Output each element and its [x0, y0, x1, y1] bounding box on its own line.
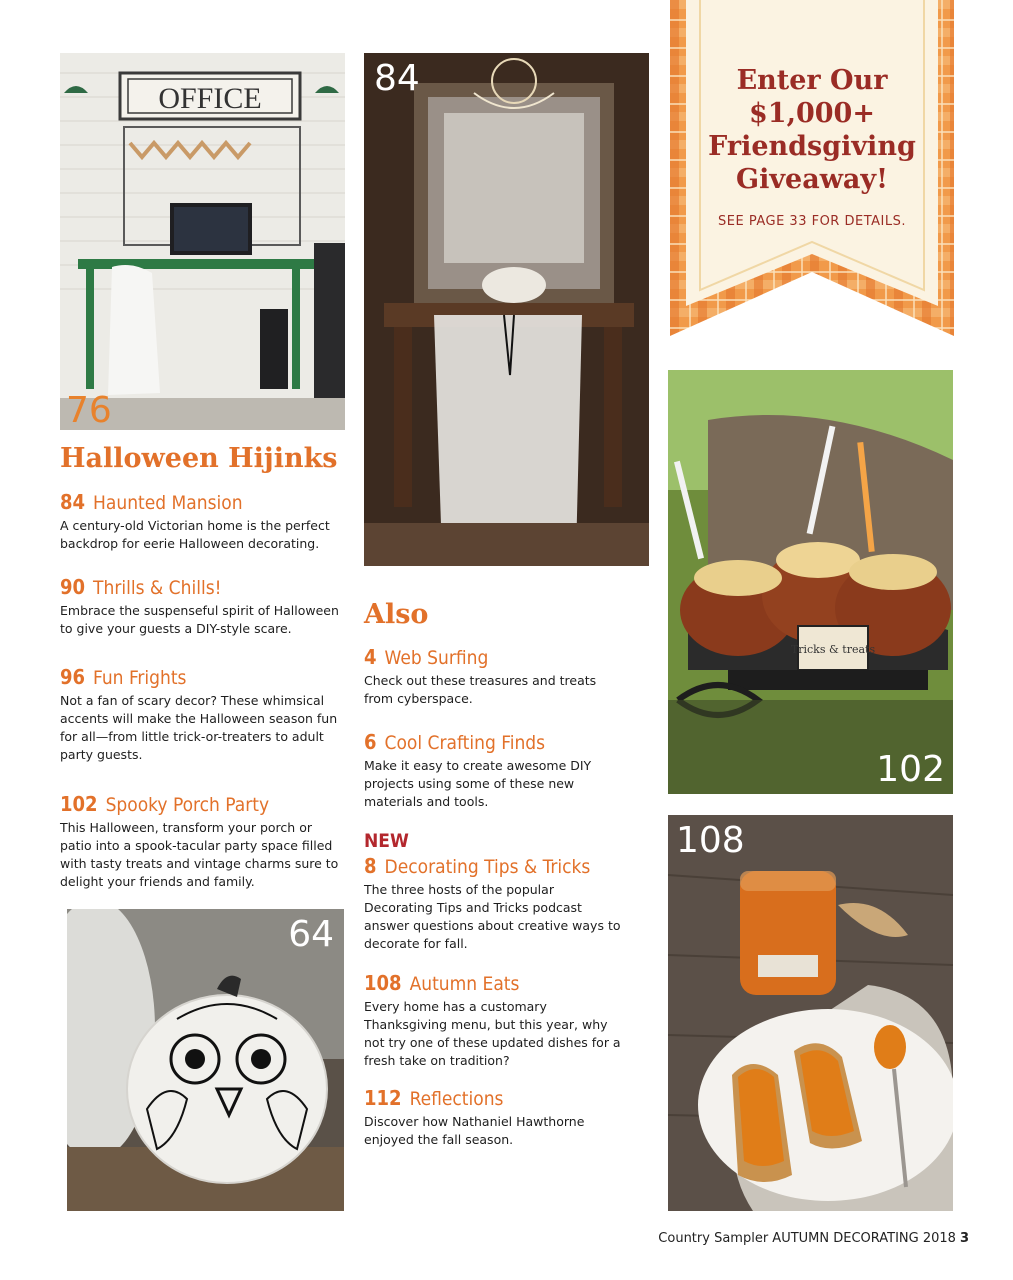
pumpkin-photo [67, 909, 344, 1211]
footer-publication: Country Sampler AUTUMN DECORATING 2018 [658, 1231, 956, 1246]
entry-page-number: 102 [60, 792, 98, 816]
page-number-108: 108 [676, 820, 745, 861]
entry-page-number: 84 [60, 490, 86, 514]
entry-page-number: 8 [364, 854, 377, 878]
entry-title: Fun Frights [93, 667, 187, 689]
banner-title-line4: Giveaway! [736, 164, 888, 195]
entry-page-number: 112 [364, 1086, 402, 1110]
toc-entry-web-surfing[interactable] [364, 646, 624, 708]
toc-entry-spooky-porch-party[interactable] [60, 793, 345, 891]
banner-title-line1: Enter Our [736, 65, 888, 96]
toc-entry-fun-frights[interactable] [60, 666, 345, 764]
entry-description: This Halloween, transform your porch or patio into a spook-tacular party space filled with tasty treats and vintage charms sure to delight your friends and family. [60, 820, 339, 889]
entry-description: Every home has a customary Thanksgiving menu, but this year, why not try one of these updated dishes for a fresh take on tradition? [364, 999, 621, 1068]
entry-description: A century-old Victorian home is the perfect backdrop for eerie Halloween decorating. [60, 518, 330, 551]
toc-entry-autumn-eats[interactable] [364, 972, 624, 1070]
entry-description: Make it easy to create awesome DIY projects using some of these new materials and tools. [364, 758, 592, 809]
entry-page-number: 108 [364, 971, 402, 995]
banner-details: SEE PAGE 33 FOR DETAILS. [718, 214, 906, 229]
banner-title-line3: Friendsgiving [708, 131, 916, 162]
entry-title: Haunted Mansion [93, 492, 243, 514]
toc-entry-reflections[interactable] [364, 1087, 624, 1149]
banner-title-line2: $1,000+ [749, 98, 875, 129]
page-number-102: 102 [876, 749, 945, 790]
toc-entry-haunted-mansion[interactable] [60, 491, 345, 553]
toast-image [668, 815, 953, 1211]
toast-photo [668, 815, 953, 1211]
entry-title: Reflections [409, 1088, 504, 1110]
entry-title: Thrills & Chills! [93, 577, 222, 599]
dining-photo [364, 53, 649, 566]
new-badge: NEW [364, 830, 409, 852]
entry-description: The three hosts of the popular Decorating Tips and Tricks podcast answer questions about creative ways to decorate for fall. [364, 882, 621, 951]
entry-title: Spooky Porch Party [105, 794, 270, 816]
halloween-section-title: Halloween Hijinks [60, 443, 338, 474]
entry-description: Discover how Nathaniel Hawthorne enjoyed the fall season. [364, 1114, 585, 1147]
giveaway-banner[interactable] [670, 0, 954, 340]
toc-entry-cool-crafting-finds[interactable] [364, 731, 624, 811]
toc-entry-thrills-chills[interactable] [60, 576, 345, 638]
page-number-84: 84 [374, 58, 420, 99]
entry-title: Web Surfing [384, 647, 489, 669]
toc-entry-decorating-tips[interactable] [364, 855, 624, 953]
treats-photo [668, 370, 953, 794]
entry-page-number: 4 [364, 645, 377, 669]
also-section-title: Also [364, 599, 429, 630]
entry-description: Check out these treasures and treats from cyberspace. [364, 673, 597, 706]
entry-page-number: 90 [60, 575, 86, 599]
page-number-64: 64 [288, 914, 334, 955]
footer-page-number: 3 [959, 1231, 969, 1246]
entry-description: Not a fan of scary decor? These whimsical accents will make the Halloween season fun for all—from little trick-or-treaters to adult party guests. [60, 693, 338, 762]
office-sign: OFFICE [158, 82, 262, 115]
entry-description: Embrace the suspenseful spirit of Halloween to give your guests a DIY-style scare. [60, 603, 339, 636]
treats-tag: Tricks & treats [790, 643, 876, 656]
entry-page-number: 96 [60, 665, 86, 689]
entry-title: Cool Crafting Finds [384, 732, 546, 754]
entry-title: Decorating Tips & Tricks [384, 856, 591, 878]
page-footer [658, 1231, 969, 1246]
page-number-76: 76 [66, 390, 112, 430]
dining-image [364, 53, 649, 566]
entry-title: Autumn Eats [409, 973, 520, 995]
entry-page-number: 6 [364, 730, 377, 754]
office-photo [60, 53, 345, 430]
